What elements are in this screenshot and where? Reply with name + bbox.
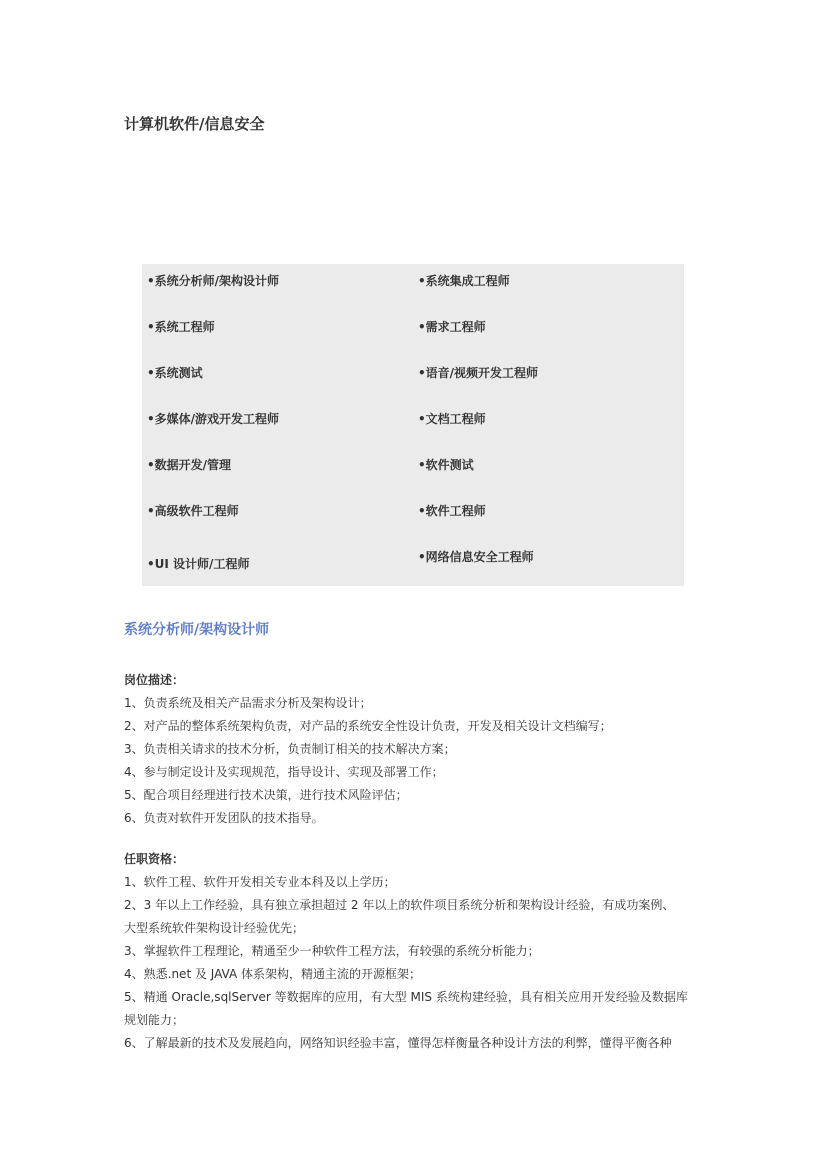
requirements-label: 任职资格： [124, 852, 185, 866]
description-line: 4、参与制定设计及实现规范，指导设计、实现及部署工作； [124, 765, 444, 779]
job-description-block [124, 669, 714, 830]
requirement-line: 1、软件工程、软件开发相关专业本科及以上学历； [124, 875, 396, 889]
grid-item-network-security-engineer: •网络信息安全工程师 [418, 550, 534, 564]
grid-item-system-analyst: •系统分析师/架构设计师 [147, 274, 280, 288]
requirement-line: 6、了解最新的技术及发展趋向，网络知识经验丰富，懂得怎样衡量各种设计方法的利弊，懂得平衡各种 [124, 1036, 672, 1050]
grid-item-system-engineer: •系统工程师 [147, 320, 215, 334]
grid-item-audio-video-dev: •语音/视频开发工程师 [418, 366, 539, 380]
description-line: 3、负责相关请求的技术分析，负责制订相关的技术解决方案； [124, 742, 456, 756]
requirements-block [124, 848, 714, 1055]
job-description-label: 岗位描述： [124, 673, 185, 687]
page-title: 计算机软件/信息安全 [124, 115, 265, 133]
grid-item-software-test: •软件测试 [418, 458, 474, 472]
description-line: 2、对产品的整体系统架构负责，对产品的系统安全性设计负责，开发及相关设计文档编写； [124, 719, 612, 733]
grid-item-senior-software-engineer: •高级软件工程师 [147, 504, 239, 518]
grid-item-system-integration: •系统集成工程师 [418, 274, 510, 288]
grid-item-documentation-engineer: •文档工程师 [418, 412, 486, 426]
grid-item-multimedia-game-dev: •多媒体/游戏开发工程师 [147, 412, 280, 426]
description-line: 5、配合项目经理进行技术决策，进行技术风险评估； [124, 788, 408, 802]
description-line: 6、负责对软件开发团队的技术指导。 [124, 811, 324, 825]
grid-item-software-engineer: •软件工程师 [418, 504, 486, 518]
grid-item-ui-designer: •UI 设计师/工程师 [147, 557, 250, 571]
grid-item-requirements-engineer: •需求工程师 [418, 320, 486, 334]
grid-item-data-dev: •数据开发/管理 [147, 458, 232, 472]
grid-item-system-test: •系统测试 [147, 366, 203, 380]
requirement-line: 3、掌握软件工程理论，精通至少一种软件工程方法，有较强的系统分析能力； [124, 944, 540, 958]
requirement-line: 4、熟悉.net 及 JAVA 体系架构，精通主流的开源框架； [124, 967, 422, 981]
section-heading: 系统分析师/架构设计师 [124, 622, 270, 638]
job-category-grid [142, 264, 684, 586]
requirement-line: 2、3 年以上工作经验，具有独立承担超过 2 年以上的软件项目系统分析和架构设计经验，有成功案例、 [124, 898, 675, 912]
description-line: 1、负责系统及相关产品需求分析及架构设计； [124, 696, 372, 710]
requirement-line: 大型系统软件架构设计经验优先； [124, 921, 305, 935]
requirement-line: 5、精通 Oracle,sqlServer 等数据库的应用，有大型 MIS 系统构建经验，具有相关应用开发经验及数据库 [124, 990, 688, 1004]
requirement-line: 规划能力； [124, 1013, 185, 1027]
